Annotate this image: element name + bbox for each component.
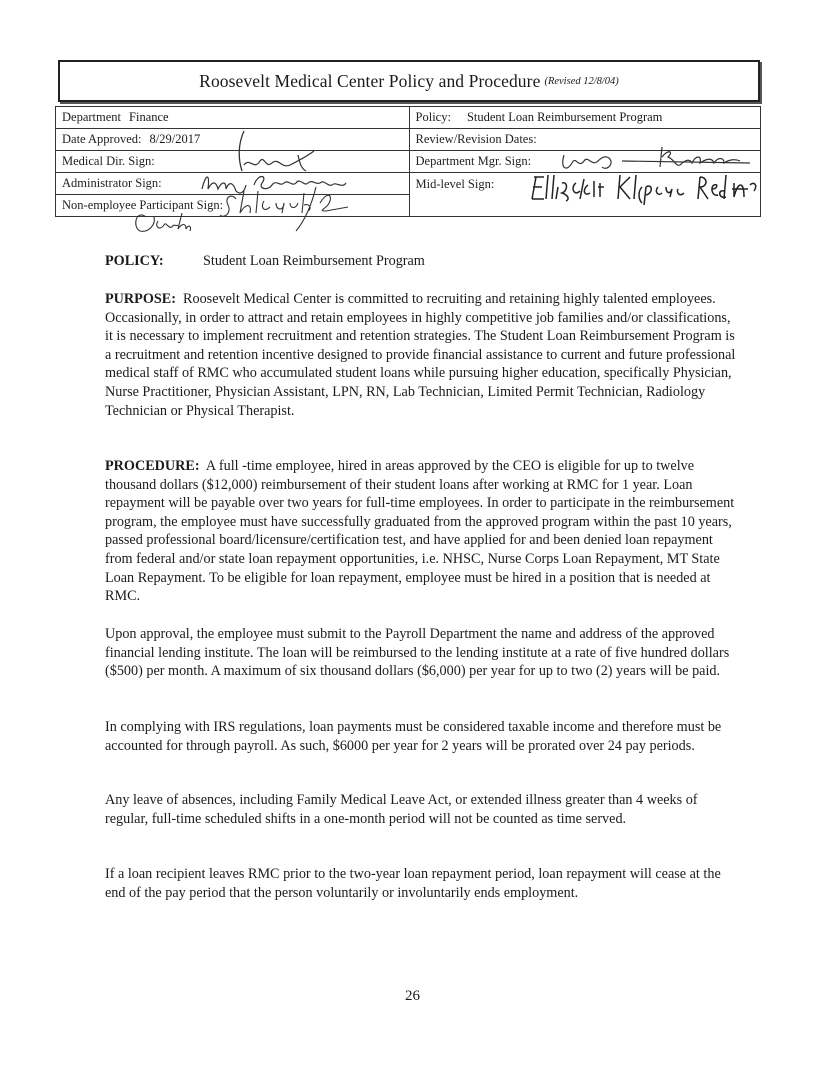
mid-level-signature (528, 169, 760, 209)
non-employee-participant-signature (116, 183, 356, 235)
purpose-text: Roosevelt Medical Center is committed to recruiting and retaining highly talented employees. Occasionally, in order to attract and retain employees in highly competitive job families and/or classifications, it is necessary to implement recruitment and retention strategies. The Student Loan Reimbursement Program is a recruitment and retention incentive designed to provide financial assistance to current and future professional medical staff of RMC who accumulated student loans while pursuing higher education, specifically Physician, Nurse Practitioner, Physician Assistant, LPN, RN, Lab Technician, Limited Permit Technician, Radiology Technician or Physical Therapist. (105, 291, 736, 419)
medical-director-label: Medical Dir. Sign: (62, 154, 155, 168)
policy-field-label: Policy: (415, 110, 451, 124)
policy-info-table (55, 106, 761, 217)
paragraph-text: If a loan recipient leaves RMC prior to the two-year loan repayment period, loan repayment will cease at the end of the pay period that the person voluntarily or involuntarily ends employment. (105, 866, 721, 901)
approval-paragraph (105, 625, 737, 681)
purpose-heading: PURPOSE: (105, 291, 176, 307)
date-approved-value: 8/29/2017 (149, 132, 201, 146)
page-number: 26 (405, 988, 420, 1004)
policy-line (105, 253, 425, 270)
policy-heading: POLICY: (105, 253, 164, 269)
paragraph-text: Any leave of absences, including Family Medical Leave Act, or extended illness greater than 4 weeks of regular, full-time scheduled shifts in a one-month period will not be counted as time served. (105, 792, 698, 827)
mid-level-label: Mid-level Sign: (415, 177, 495, 191)
table-row (56, 107, 761, 129)
paragraph-text: In complying with IRS regulations, loan payments must be considered taxable income and therefore must be accounted for through payroll. As such, $6000 per year for 2 years will be prorated over 24 pay periods. (105, 719, 722, 754)
date-approved-cell (56, 129, 410, 151)
irs-paragraph (105, 718, 737, 755)
paragraph-text: Upon approval, the employee must submit to the Payroll Department the name and address of the approved financial lending institute. The loan will be reimbursed to the lending institute at a rate of five hundred dollars ($500) per month. A maximum of six thousand dollars ($6,000) per year for up to two (2) years will be paid. (105, 626, 730, 680)
procedure-text: A full -time employee, hired in areas approved by the CEO is eligible for up to twelve thousand dollars ($12,000) reimbursement of their student loans after working at RMC for 1 year. Loan repayment will be payable over two years for full-time employees. In order to participate in the reimbursement program, the employee must have successfully graduated from the approved program within the past 10 years, passed professional board/licensure/certification test, and have applied for and been denied loan repayment from federal and/or state loan repayment opportunities, i.e. NHSC, Nurse Corps Loan Repayment, MT State Loan Repayment. To be eligible for loan repayment, employee must be hired in a position that is needed at RMC. (105, 458, 735, 605)
review-dates-label: Review/Revision Dates: (415, 132, 537, 146)
revised-date: (Revised 12/8/04) (544, 75, 619, 87)
policy-cell (409, 107, 760, 129)
policy-text: Student Loan Reimbursement Program (203, 253, 425, 269)
title-box (58, 60, 760, 102)
leave-paragraph (105, 791, 737, 828)
purpose-section (105, 290, 737, 420)
document-title: Roosevelt Medical Center Policy and Procedure (199, 70, 541, 91)
policy-field-value: Student Loan Reimbursement Program (466, 110, 663, 124)
department-label: Department (62, 110, 122, 124)
department-cell (56, 107, 410, 129)
department-manager-label: Department Mgr. Sign: (415, 154, 532, 168)
non-employee-participant-label: Non-employee Participant Sign: (62, 198, 224, 212)
non-employee-participant-cell (56, 195, 410, 217)
departure-paragraph (105, 865, 737, 902)
administrator-label: Administrator Sign: (62, 176, 162, 190)
procedure-section (105, 457, 737, 606)
procedure-heading: PROCEDURE: (105, 458, 200, 474)
mid-level-cell (409, 173, 760, 217)
department-value: Finance (129, 110, 169, 124)
date-approved-label: Date Approved: (62, 132, 142, 146)
